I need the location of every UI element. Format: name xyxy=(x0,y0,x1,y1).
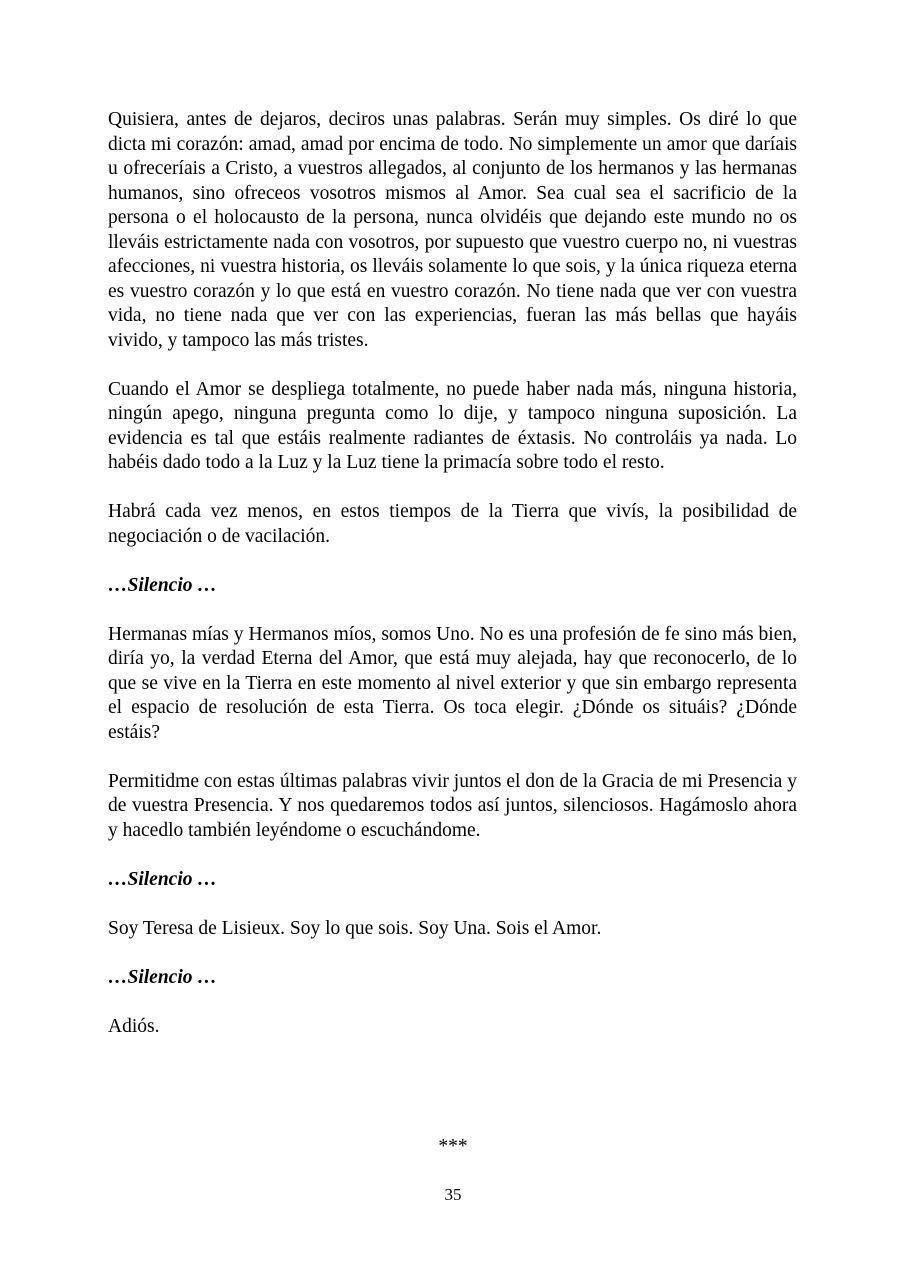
paragraph-farewell-words: Quisiera, antes de dejaros, deciros unas palabras. Serán muy simples. Os diré lo que dicta mi corazón: amad, amad por encima de todo. No simplemente un amor que daríais u ofreceríais a Cristo, a vuestros allegados, al conjunto de los hermanos y las hermanas humanos, sino ofreceos vosotros mismos al Amor. Sea cual sea el sacrificio de la persona o el holocausto de la persona, nunca olvidéis que dejando este mundo no os lleváis estrictamente nada con vosotros, por supuesto que vuestro cuerpo no, ni vuestras afecciones, ni vuestra historia, os lleváis solamente lo que sois, y la única riqueza eterna es vuestro corazón y lo que está en vuestro corazón. No tiene nada que ver con vuestra vida, no tiene nada que ver con las experiencias, fueran las más bellas que hayáis vivido, y tampoco las más tristes. xyxy=(108,109,797,351)
paragraph-we-are-one: Hermanas mías y Hermanos míos, somos Uno. No es una profesión de fe sino más bien, diría yo, la verdad Eterna del Amor, que está muy alejada, hay que reconocerlo, de lo que se vive en la Tierra en este momento al nivel exterior y que sin embargo representa el espacio de resolución de esta Tierra. Os toca elegir. ¿Dónde os situáis? ¿Dónde estáis? xyxy=(108,623,797,743)
document-body xyxy=(108,108,797,1064)
page-number: 35 xyxy=(444,1185,462,1204)
silence-marker: …Silencio … xyxy=(108,574,217,596)
section-separator: *** xyxy=(438,1136,468,1157)
silence-marker: …Silencio … xyxy=(108,868,217,890)
paragraph-signature: Soy Teresa de Lisieux. Soy lo que sois. Soy Una. Sois el Amor. xyxy=(108,917,602,939)
paragraph-love-unfolds: Cuando el Amor se despliega totalmente, no puede haber nada más, ninguna historia, ningún apego, ninguna pregunta como lo dije, y tampoco ninguna suposición. La evidencia es tal que estáis realmente radiantes de éxtasis. No controláis ya nada. Lo habéis dado todo a la Luz y la Luz tiene la primacía sobre todo el resto. xyxy=(108,378,797,473)
paragraph-less-negotiation: Habrá cada vez menos, en estos tiempos de la Tierra que vivís, la posibilidad de negociación o de vacilación. xyxy=(108,501,797,547)
silence-marker: …Silencio … xyxy=(108,966,217,988)
paragraph-goodbye: Adiós. xyxy=(108,1015,160,1037)
paragraph-grace-presence: Permitidme con estas últimas palabras vivir juntos el don de la Gracia de mi Presencia y de vuestra Presencia. Y nos quedaremos todos así juntos, silenciosos. Hagámoslo ahora y hacedlo también leyéndome o escuchándome. xyxy=(108,770,797,841)
